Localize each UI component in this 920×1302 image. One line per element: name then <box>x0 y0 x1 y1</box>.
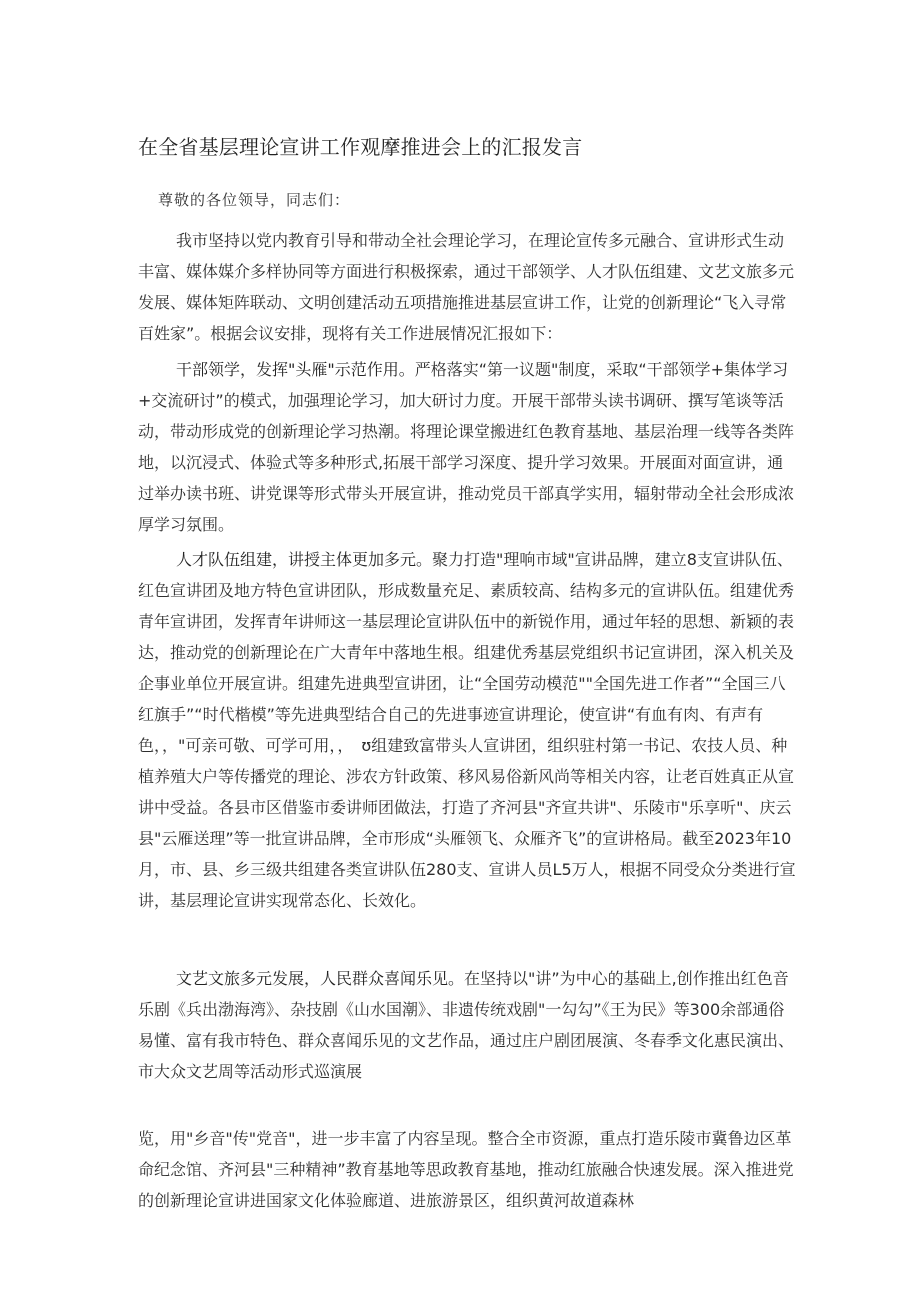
paragraph-talent-team <box>138 544 798 916</box>
paragraph-lead: 干部领学，发挥"头雁"示范作用。 <box>176 360 415 379</box>
paragraph-lead: 人才队伍组建，讲授主体更加多元。 <box>176 550 433 569</box>
paragraph-intro <box>138 225 798 349</box>
paragraph-lead: 文艺文旅多元发展，人民群众喜闻乐见。 <box>176 969 465 988</box>
paragraph-text: 严格落实“第一议题"制度，采取“干部领学+集体学习+交流研讨”的模式，加强理论学习，加大研讨力度。开展干部带头读书调研、撰写笔谈等活动，带动形成党的创新理论学习热潮。将理论课堂搬进红色教育基地、基层治理一线等各类阵地，以沉浸式、体验式等多种形式,拓展干部学习深度、提升学习效果。开展面对面宣讲，通过举办读书班、讲党课等形式带头开展宣讲，推动党员干部真学实用，辐射带动全社会形成浓厚学习氛围。 <box>138 360 795 534</box>
salutation: 尊敬的各位领导，同志们： <box>158 191 351 209</box>
paragraph-text: 聚力打造"理响市域"宣讲品牌，建立8支宣讲队伍、红色宣讲团及地方特色宣讲团队，形成数量充足、素质较高、结构多元的宣讲队伍。组建优秀青年宣讲团，发挥青年讲师这一基层理论宣讲队伍中的新锐作用，通过年轻的思想、新颖的表达，推动党的创新理论在广大青年中落地生根。组建优秀基层党组织书记宣讲团，深入机关及企事业单位开展宣讲。组建先进典型宣讲团，让“全国劳动模范""全国先进工作者”“全国三八红旗手”“时代楷模”等先进典型结合自己的先进事迹宣讲理论，使宣讲“有血有肉、有声有色，，"可亲可敬、可学可用，， ʊ组建致富带头人宣讲团，组织驻村第一书记、农技人员、种植养殖大户等传播党的理论、涉农方针政策、移风易俗新风尚等相关内容，让老百姓真正从宣讲中受益。各县市区借鉴市委讲师团做法，打造了齐河县"齐宣共讲"、乐陵市"乐享听"、庆云县"云雁送理”等一批宣讲品牌，全市形成“头雁领飞、众雁齐飞”的宣讲格局。截至2023年10月，市、县、乡三级共组建各类宣讲队伍280支、宣讲人员L5万人，根据不同受众分类进行宣讲，基层理论宣讲实现常态化、长效化。 <box>138 550 796 910</box>
paragraph-text: 览，用"乡音"传"党音"，进一步丰富了内容呈现。整合全市资源，重点打造乐陵市冀鲁边区革命纪念馆、齐河县"三种精神”教育基地等思政教育基地，推动红旅融合快速发展。深入推进党的创新理论宣讲进国家文化体验廊道、进旅游景区，组织黄河故道森林 <box>138 1129 794 1210</box>
paragraph-culture-tourism <box>138 963 798 1087</box>
document-title: 在全省基层理论宣讲工作观摩推进会上的汇报发言 <box>138 135 583 159</box>
paragraph-cadre-study <box>138 354 798 540</box>
paragraph-continuation <box>138 1123 798 1216</box>
paragraph-text: 我市坚持以党内教育引导和带动全社会理论学习，在理论宣传多元融合、宣讲形式生动丰富、媒体媒介多样协同等方面进行积极探索，通过干部领学、人才队伍组建、文艺文旅多元发展、媒体矩阵联动、文明创建活动五项措施推进基层宣讲工作，让党的创新理论“飞入寻常百姓家”。根据会议安排，现将有关工作进展情况汇报如下： <box>138 231 795 343</box>
paragraph-text: 在坚持以"讲”为中心的基础上,创作推出红色音乐剧《兵出渤海湾》、杂技剧《山水国潮》、非遗传统戏剧"一勾勾”《王为民》等300余部通俗易懂、富有我市特色、群众喜闻乐见的文艺作品，通过庄户剧团展演、冬春季文化惠民演出、市大众文艺周等活动形式巡演展 <box>138 969 795 1081</box>
